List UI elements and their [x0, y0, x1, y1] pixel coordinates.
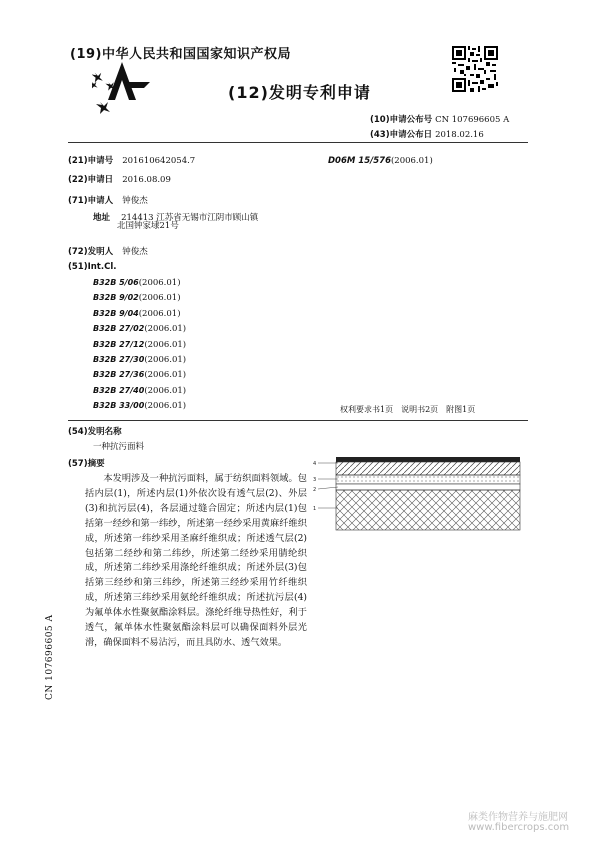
biblio-divider	[68, 420, 528, 421]
header-divider	[68, 142, 528, 143]
application-number-label: (21)申请号	[68, 156, 114, 166]
abstract-figure	[308, 455, 523, 535]
ipc-year: (2006.01)	[138, 308, 181, 319]
ipc-year: (2006.01)	[144, 385, 187, 396]
inventor-label: (72)发明人	[68, 247, 114, 257]
ipc-code: B32B 9/04	[93, 308, 139, 318]
ipc-main-code: D06M 15/576	[328, 156, 391, 166]
application-number-value: 201610642054.7	[122, 156, 196, 166]
ipc-entry	[93, 370, 186, 380]
ipc-entry	[93, 340, 186, 350]
watermark-line-1: 麻类作物营养与施肥网	[468, 812, 568, 823]
watermark-line-2: www.fibercrops.com	[468, 822, 570, 833]
layer-3	[336, 475, 520, 484]
ipc-code: B32B 33/00	[93, 401, 145, 411]
ipc-code: B32B 27/36	[93, 370, 145, 380]
ipc-year: (2006.01)	[144, 401, 187, 412]
ipc-year: (2006.01)	[144, 324, 187, 335]
inventor-value: 钟俊杰	[122, 247, 148, 257]
side-publication-code: CN 107696605 A	[45, 614, 55, 700]
invention-name-value: 一种抗污面料	[93, 442, 145, 452]
ipc-main-year: (2006.01)	[390, 156, 433, 166]
ipc-entry	[93, 355, 186, 365]
int-cl-label: (51)Int.Cl.	[68, 262, 117, 272]
ipc-year: (2006.01)	[138, 293, 181, 304]
figure-label-3: 3	[313, 477, 317, 483]
application-number	[68, 148, 195, 167]
publication-type-title: (12)发明专利申请	[228, 83, 371, 102]
figure-label-1: 1	[313, 506, 317, 512]
ipc-year: (2006.01)	[138, 278, 181, 288]
ipc-code: B32B 27/30	[93, 355, 145, 364]
applicant-value: 钟俊杰	[122, 196, 148, 206]
invention-name-label: (54)发明名称	[68, 427, 122, 437]
address-line-2: 北国钟家埭21号	[117, 221, 179, 231]
figure-label-4: 4	[313, 461, 317, 467]
application-date-value: 2016.08.09	[122, 175, 171, 185]
publication-number-value: CN 107696605 A	[435, 115, 510, 125]
abstract-label: (57)摘要	[68, 459, 105, 469]
ipc-code: B32B 27/12	[93, 339, 145, 349]
layer-1	[336, 490, 520, 530]
publication-number-label: (10)申请公布号	[370, 115, 433, 125]
figure-label-2: 2	[313, 487, 317, 493]
address-line-1: 214413 江苏省无锡市江阴市顾山镇	[121, 213, 259, 223]
ipc-entry	[93, 401, 186, 411]
address-label: 地址	[93, 213, 111, 223]
ipc-entry	[93, 309, 181, 319]
publication-number	[370, 113, 509, 125]
qr-code-icon	[452, 46, 498, 92]
ipc-entry	[93, 324, 186, 334]
ipc-main	[328, 148, 433, 167]
layer-2	[336, 484, 520, 490]
ipc-code: B32B 27/02	[93, 324, 145, 334]
ipc-entry	[93, 386, 186, 396]
layer-4	[336, 457, 520, 475]
ipc-year: (2006.01)	[144, 355, 187, 365]
ipc-year: (2006.01)	[144, 370, 187, 381]
ipc-code: B32B 27/40	[93, 385, 145, 395]
page-counts: 权利要求书1页 说明书2页 附图1页	[340, 405, 476, 414]
office-name: (19)中华人民共和国国家知识产权局	[70, 47, 291, 62]
publication-date-value: 2018.02.16	[435, 130, 484, 140]
ipc-code: B32B 5/06	[93, 278, 139, 287]
inventor	[68, 239, 148, 258]
publication-date-label: (43)申请公布日	[370, 130, 433, 140]
application-date	[68, 167, 171, 186]
ipc-entry	[93, 278, 181, 288]
ipc-entry	[93, 293, 181, 303]
abstract-text: 本发明涉及一种抗污面料，属于纺织面料领域。包括内层(1)，所述内层(1)外依次设有透气层(2)、外层(3)和抗污层(4)，各层通过缝合固定；所述内层(1)包括第一经纱和第一纬纱，所述第一经纱采用黄麻纤维织成，所述第一纬纱采用圣麻纤维织成；所述透气层(2)包括第二经纱和第二纬纱，所述第二经纱采用腈纶织成，所述第二纬纱采用涤纶纤维织成；所述外层(3)包括第三经纱和第三纬纱，所述第三经纱采用竹纤维织成，所述第三纬纱采用氨纶纤维织成；所述抗污层(4)为氟单体水性聚氨酯涂料层。涤纶纤维导热性好，利于透气，氟单体水性聚氨酯涂料层可以确保面料外层光滑，确保面料不易沾污，而且具防水、透气效果。	[85, 473, 307, 648]
ipc-code: B32B 9/02	[93, 293, 139, 303]
ipc-year: (2006.01)	[144, 339, 187, 350]
application-date-label: (22)申请日	[68, 175, 114, 185]
office-logo-icon	[92, 60, 152, 118]
applicant-label: (71)申请人	[68, 196, 114, 206]
publication-date	[370, 128, 484, 140]
